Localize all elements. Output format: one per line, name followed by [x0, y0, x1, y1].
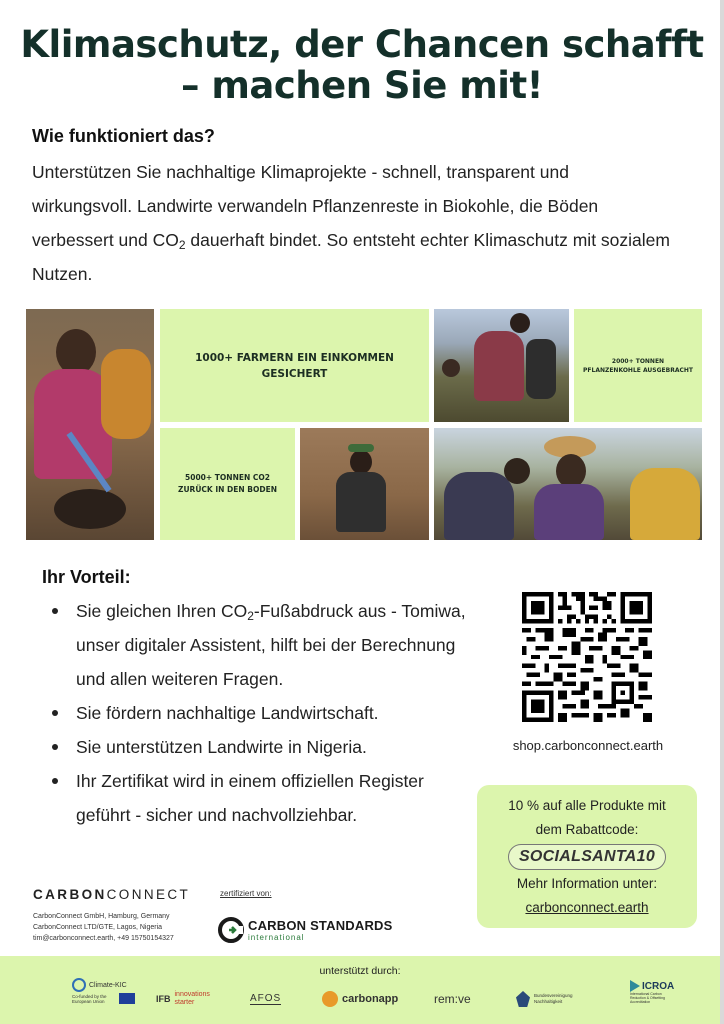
eu-flag-icon: [119, 993, 135, 1004]
address-line: CarbonConnect GmbH, Hamburg, Germany: [33, 913, 170, 920]
impact-grid: [26, 309, 704, 540]
shop-url[interactable]: shop.carbonconnect.earth: [512, 738, 664, 753]
photo-farmers-field: [434, 309, 569, 422]
photo-group-women: [434, 428, 702, 540]
csi-name: CARBON STANDARDS: [248, 918, 393, 933]
address-line: tim@carbonconnect.earth, +49 15750154327: [33, 935, 174, 942]
carbon-standards-logo: [218, 915, 398, 945]
supported-by-label: unterstützt durch:: [319, 965, 401, 977]
promo-line-3: Mehr Information unter:: [516, 876, 658, 891]
title-line-1: Klimaschutz, der Chancen schafft: [20, 23, 704, 66]
carbonapp-icon: [322, 991, 338, 1007]
stat-co2: [160, 428, 295, 540]
benefits-heading: Ihr Vorteil:: [42, 567, 131, 587]
climate-kic-icon: [72, 978, 86, 992]
photo-farmer-wall: [300, 428, 429, 540]
discount-code[interactable]: SOCIALSANTA10: [508, 844, 666, 870]
stat-co2-label: 5000+ TONNEN CO2 ZURÜCK IN DEN BODEN: [178, 473, 277, 494]
address-line: CarbonConnect LTD/GTE, Lagos, Nigeria: [33, 924, 163, 931]
intro-text: Unterstützen Sie nachhaltige Klimaprojekte - schnell, transparent und wirkungsvoll. Landwirte verwandeln Pflanzenreste in Biokohle, die Böden verbessert und $CO_2$ dauerhaft bindet. So entsteht echter Klimaschutz mit sozialem Nutzen.: [32, 162, 670, 284]
promo-line-1: 10 % auf alle Produkte mit: [508, 798, 666, 813]
benefit-item: Sie fördern nachhaltige Landwirtschaft.: [48, 696, 468, 730]
sponsor-ifb: IFB innovations starter: [156, 991, 210, 1006]
stat-biochar-label: 2000+ TONNEN PFLANZENKOHLE AUSGEBRACHT: [583, 357, 693, 374]
stat-biochar: [574, 309, 702, 422]
photo-women-digging: [26, 309, 154, 540]
promo-line-2: dem Rabattcode:: [535, 822, 639, 837]
promo-link[interactable]: carbonconnect.earth: [525, 900, 649, 915]
icroa-icon: [630, 980, 640, 992]
csi-sub: international: [248, 933, 305, 942]
stat-farmers: [160, 309, 429, 422]
supporters-footer: [0, 956, 720, 1024]
sponsor-carbonapp: carbonapp: [322, 984, 398, 1014]
certified-by-label: zertifiziert von:: [220, 889, 272, 898]
carbonconnect-logo: CARBONCONNECT: [33, 887, 191, 902]
sponsor-bundesvereinigung: Bundesvereinigung Nachhaltigkeit: [516, 984, 584, 1014]
page-edge: [720, 0, 724, 1024]
page-title: [10, 24, 714, 106]
title-line-2: – machen Sie mit!: [180, 64, 544, 107]
csi-icon: [218, 917, 244, 943]
company-address: [33, 911, 174, 944]
benefit-item: Sie gleichen Ihren $CO_2$-Fußabdruck aus - Tomiwa, unser digitaler Assistent, hilft bei der Berechnung und allen weiteren Fragen.: [48, 594, 468, 696]
sponsor-afos: AFOS: [250, 993, 282, 1004]
sponsor-climate-kic: Climate-KIC Co-funded by the European Union: [72, 978, 135, 1008]
stat-farmers-label: 1000+ FARMERN EIN EINKOMMEN GESICHERT: [195, 351, 394, 380]
benefits-list: [48, 594, 468, 832]
qr-code-icon[interactable]: [520, 592, 654, 722]
intro-heading: Wie funktioniert das?: [32, 126, 215, 146]
benefit-item: Sie unterstützen Landwirte in Nigeria.: [48, 730, 468, 764]
sponsor-icroa: ICROA International Carbon Reduction & Offsetting Accreditation: [630, 980, 675, 1004]
promo-box: [477, 785, 697, 928]
bundes-icon: [516, 991, 530, 1007]
benefit-item: Ihr Zertifikat wird in einem offiziellen Register geführt - sicher und nachvollziehbar.: [48, 764, 468, 832]
sponsor-remove: rem:ve: [434, 992, 471, 1006]
